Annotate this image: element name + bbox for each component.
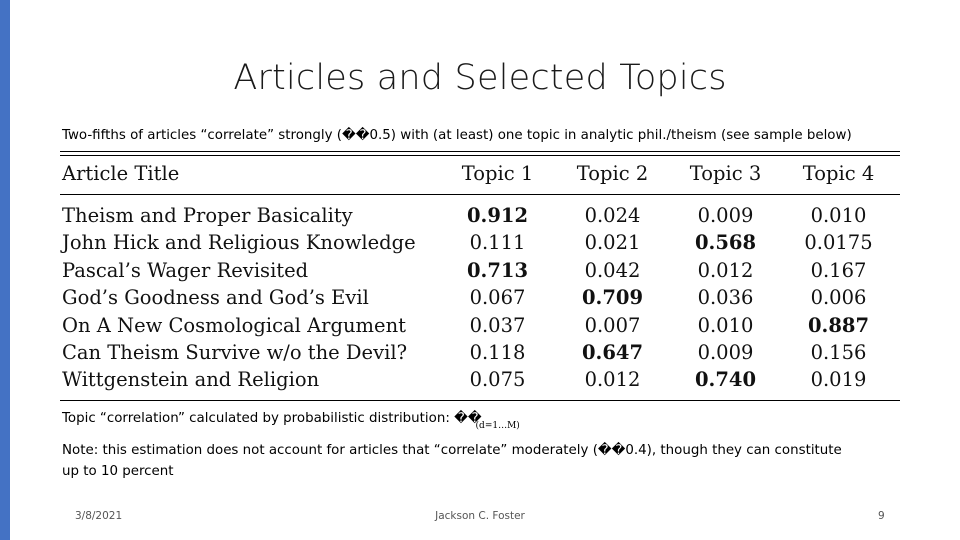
article-title-cell: Pascal’s Wager Revisited [62, 258, 309, 282]
footer-page-number: 9 [878, 510, 885, 522]
topic-1-value-cell: 0.037 [469, 313, 526, 337]
topic-2-value-cell: 0.042 [584, 258, 641, 282]
topic-2-value-cell: 0.647 [581, 340, 644, 364]
topic-2-value-cell: 0.007 [584, 313, 641, 337]
header-topic-1: Topic 1 [461, 162, 534, 185]
table-row [60, 204, 900, 231]
topic-3-value-cell: 0.012 [697, 258, 754, 282]
topic-2-value-cell: 0.021 [584, 231, 641, 255]
table-body [60, 204, 900, 396]
correlation-note [62, 411, 520, 431]
correlation-note-text: Topic “correlation” calculated by probabilistic distribution: �� [62, 411, 482, 426]
intro-text: Two-fifths of articles “correlate” strongly (��0.5) with (at least) one topic in analytic phil./theism (see sample below) [62, 128, 852, 143]
topic-4-value-cell: 0.167 [810, 258, 867, 282]
table-top-rule [60, 151, 900, 152]
correlation-note-subscript: (d=1…M) [475, 421, 520, 431]
footer-date: 3/8/2021 [75, 510, 123, 522]
topic-4-value-cell: 0.156 [810, 340, 867, 364]
topic-1-value-cell: 0.713 [466, 258, 529, 282]
header-topic-2: Topic 2 [576, 162, 649, 185]
topic-4-value-cell: 0.887 [807, 313, 870, 337]
topic-3-value-cell: 0.568 [694, 231, 757, 255]
table-row [60, 286, 900, 313]
table-row [60, 314, 900, 341]
article-title-cell: On A New Cosmological Argument [62, 313, 406, 337]
topic-3-value-cell: 0.740 [694, 368, 757, 392]
topic-4-value-cell: 0.0175 [804, 231, 873, 255]
header-topic-4: Topic 4 [802, 162, 875, 185]
topic-4-value-cell: 0.006 [810, 286, 867, 310]
topic-3-value-cell: 0.036 [697, 286, 754, 310]
table-row [60, 341, 900, 368]
moderate-correlation-note: Note: this estimation does not account for articles that “correlate” moderately (��0.4), though they can constitute up to 10 percent [62, 443, 842, 479]
header-article-title: Article Title [62, 162, 180, 185]
slide-title: Articles and Selected Topics [233, 58, 727, 98]
article-title-cell: Can Theism Survive w/o the Devil? [62, 340, 408, 364]
topic-3-value-cell: 0.009 [697, 204, 754, 227]
topic-3-value-cell: 0.009 [697, 340, 754, 364]
table-row [60, 368, 900, 395]
topic-2-value-cell: 0.024 [584, 204, 641, 227]
topic-1-value-cell: 0.111 [469, 231, 526, 255]
topic-2-value-cell: 0.709 [581, 286, 644, 310]
table-top-rule-double [60, 155, 900, 156]
article-title-cell: God’s Goodness and God’s Evil [62, 286, 369, 310]
topic-3-value-cell: 0.010 [697, 313, 754, 337]
topic-1-value-cell: 0.067 [469, 286, 526, 310]
topics-table [60, 162, 900, 396]
table-row [60, 259, 900, 286]
article-title-cell: Wittgenstein and Religion [62, 368, 320, 392]
footer-author: Jackson C. Foster [435, 510, 525, 522]
article-title-cell: John Hick and Religious Knowledge [62, 231, 416, 255]
topic-1-value-cell: 0.118 [469, 340, 526, 364]
article-title-cell: Theism and Proper Basicality [62, 204, 353, 227]
topic-4-value-cell: 0.010 [810, 204, 867, 227]
header-topic-3: Topic 3 [689, 162, 762, 185]
topic-1-value-cell: 0.912 [466, 204, 529, 227]
table-header-row [60, 162, 900, 194]
topic-2-value-cell: 0.012 [584, 368, 641, 392]
table-row [60, 231, 900, 258]
table-bottom-rule [60, 400, 900, 401]
topic-1-value-cell: 0.075 [469, 368, 526, 392]
topic-4-value-cell: 0.019 [810, 368, 867, 392]
